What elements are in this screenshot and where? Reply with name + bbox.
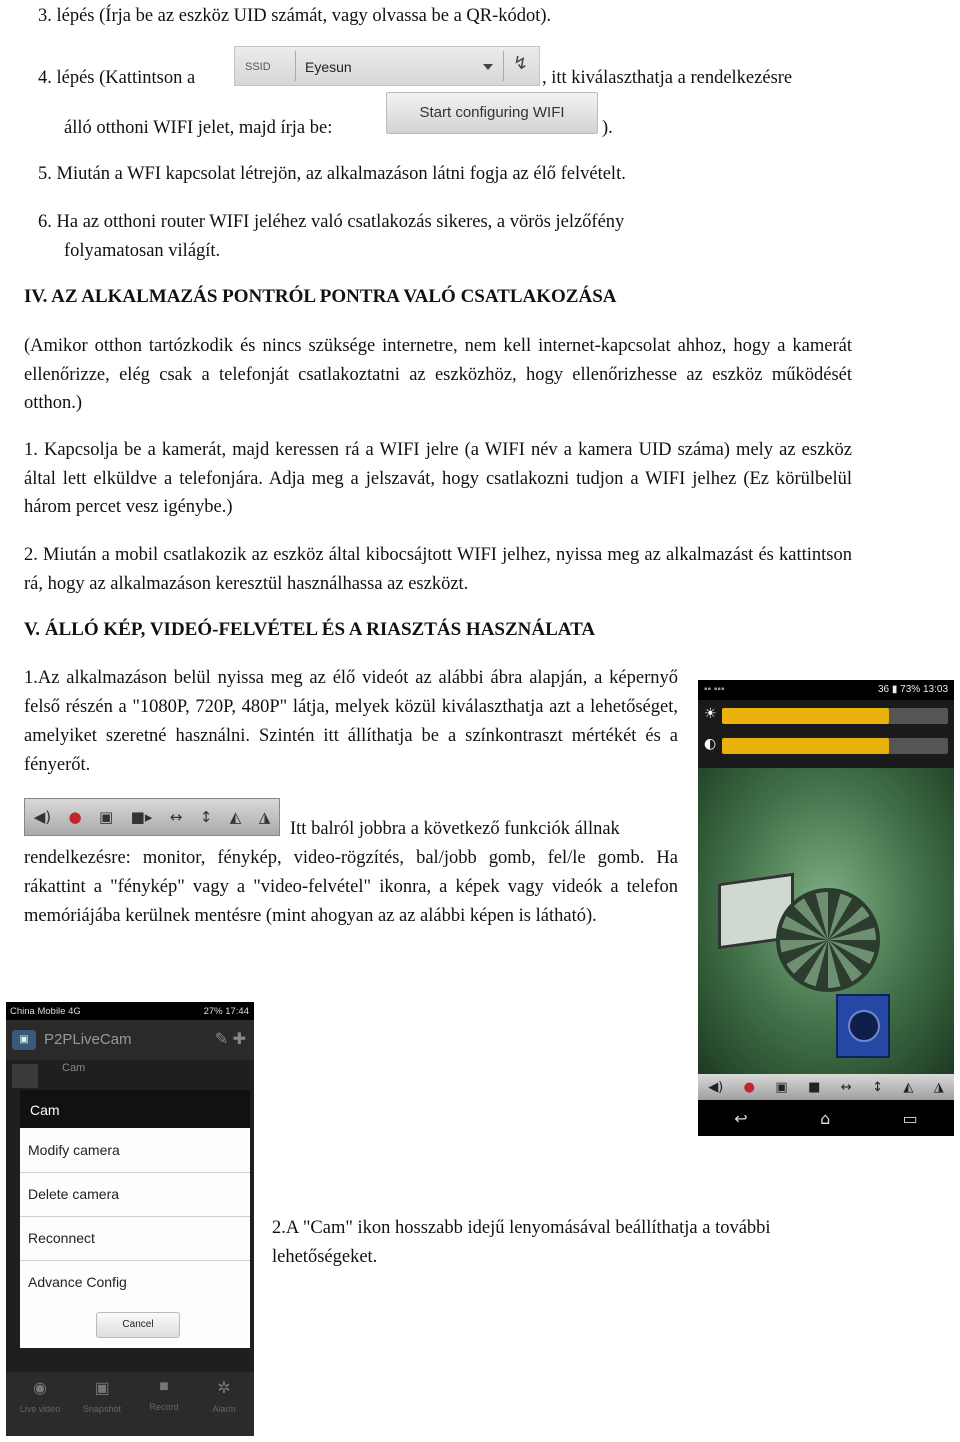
up-down-icon: ↕ xyxy=(199,808,213,826)
ssid-value: Eyesun xyxy=(305,59,352,75)
android-nav-bar xyxy=(698,1100,954,1136)
step-4-b: , itt kiválaszthatja a rendelkezésre xyxy=(542,68,793,88)
section-4-heading: IV. AZ ALKALMAZÁS PONTRÓL PONTRA VALÓ CSATLAKOZÁSA xyxy=(24,286,617,307)
snapshot-icon: ▣ xyxy=(94,1380,110,1397)
speaker-icon: ◀) xyxy=(708,1079,724,1095)
section-5-heading: V. ÁLLÓ KÉP, VIDEÓ-FELVÉTEL ÉS A RIASZTÁS HASZNÁLATA xyxy=(24,619,596,640)
bottom-tabs xyxy=(6,1372,254,1436)
app-logo-icon: ▣ xyxy=(12,1030,36,1050)
status-left: China Mobile 4G xyxy=(10,1006,81,1017)
mirror-icon: ◮ xyxy=(933,1079,944,1095)
section-5-p2-first: Itt balról jobbra a következő funkciók állnak xyxy=(290,819,620,839)
step-4-d: ). xyxy=(602,118,613,138)
record-icon: ■ xyxy=(159,1378,169,1395)
refresh-icon: ↯ xyxy=(513,53,529,73)
menu-item-advance-config: Advance Config xyxy=(28,1274,127,1290)
section-4-intro: (Amikor otthon tartózkodik és nincs szüksége internetre, nem kell internet-kapcsolat ahhoz, hogy a kamerát ellenőrizze, elég csak a telefonját csatlakoztatni az eszközhöz, hogy ellenőrizhesse az eszköz működését otthon.) xyxy=(24,336,852,413)
record-icon: ■ xyxy=(808,1079,821,1095)
menu-header xyxy=(20,1090,250,1128)
video-frame xyxy=(698,768,954,1074)
home-icon: ⌂ xyxy=(820,1108,831,1128)
menu-item-reconnect: Reconnect xyxy=(28,1230,95,1246)
status-right: 27% 17:44 xyxy=(203,1006,249,1017)
tab-live-video: ◉ Live video xyxy=(10,1378,70,1414)
camera-icon: ▣ xyxy=(775,1079,788,1095)
status-right: 36 ▮ 73% 13:03 xyxy=(878,684,948,695)
ssid-selector-image xyxy=(234,46,540,86)
section-4-p1: 1. Kapcsolja be a kamerát, majd keressen rá a WIFI jelre (a WIFI név a kamera UID száma) mely az eszköz által lett elküldve a telefonjára. Adja meg a jelszavát, hogy csatlakozni tudjon a WIFI jelhez (Ez körülbelül három percet vesz igénybe.) xyxy=(24,440,852,517)
step-4-a: 4. lépés (Kattintson a xyxy=(38,68,196,88)
camera-thumbnail xyxy=(12,1064,38,1088)
app-menu-screenshot xyxy=(6,1002,254,1436)
menu-item-delete: Delete camera xyxy=(28,1186,120,1202)
up-down-icon: ↕ xyxy=(872,1079,883,1095)
record-icon: ■▸ xyxy=(130,808,153,826)
menu-title: Cam xyxy=(30,1102,60,1118)
app-tools-icon: ✎ ✚ xyxy=(214,1031,246,1048)
ssid-label: SSID xyxy=(245,61,271,73)
section-5-p1: 1.Az alkalmazáson belül nyissa meg az élő videót az alábbi ábra alapján, a képernyő felső részén a "1080P, 720P, 480P" látja, melyek közül kiválaszthatja azt a lehetőséget, amelyiket szeretné használni. Szintén itt állíthatja be a színkontraszt mértékét és a fényerőt. xyxy=(24,668,678,775)
status-bar xyxy=(698,680,954,700)
microphone-icon: ● xyxy=(743,1079,755,1095)
tab-snapshot: ▣ Snapshot xyxy=(72,1378,132,1414)
dropdown-arrow-icon xyxy=(483,64,493,70)
camera-icon: ▣ xyxy=(99,808,114,826)
flip-icon: ◭ xyxy=(903,1079,914,1095)
status-left: ▪▪ ▪▪▪ xyxy=(704,684,725,695)
speaker-icon: ◀) xyxy=(33,808,52,826)
section-5-p3: 2.A "Cam" ikon hosszabb idejű lenyomásával beállíthatja a további lehetőségeket. xyxy=(272,1218,771,1267)
left-right-icon: ↔ xyxy=(169,808,183,826)
status-bar xyxy=(6,1002,254,1020)
contrast-icon: ◐ xyxy=(704,736,717,752)
step-6-b: folyamatosan világít. xyxy=(64,241,221,261)
menu-item-modify: Modify camera xyxy=(28,1142,120,1158)
section-5-p2-rest: rendelkezésre: monitor, fénykép, video-rögzítés, bal/jobb gomb, fel/le gomb. Ha rákattint a "fénykép" vagy a "video-felvétel" ikonra, a képek vagy videók a telefon memóriájába kerülnek mentésre (mint ahogyan az az alábbi képen is látható). xyxy=(24,848,678,926)
tab-alarm: ✲ Alarm xyxy=(194,1378,254,1414)
live-video-icon: ◉ xyxy=(33,1380,47,1397)
context-menu xyxy=(20,1090,250,1348)
recents-icon: ▭ xyxy=(902,1108,918,1128)
microphone-icon: ● xyxy=(68,808,82,826)
brightness-slider xyxy=(722,708,948,724)
toolbar-image xyxy=(24,798,280,836)
app-bar xyxy=(6,1020,254,1060)
mirror-icon: ◮ xyxy=(258,808,271,826)
fan-object xyxy=(776,888,880,992)
flip-icon: ◭ xyxy=(229,808,242,826)
left-right-icon: ↔ xyxy=(840,1079,852,1095)
step-5: 5. Miután a WFI kapcsolat létrejön, az alkalmazáson látni fogja az élő felvételt. xyxy=(38,164,626,184)
back-icon: ↩ xyxy=(734,1108,748,1128)
brightness-icon: ☀ xyxy=(704,706,717,722)
video-toolbar xyxy=(698,1074,954,1100)
tab-record: ■ Record xyxy=(134,1378,194,1412)
step-3: 3. lépés (Írja be az eszköz UID számát, vagy olvassa be a QR-kódot). xyxy=(38,6,552,26)
app-title: P2PLiveCam xyxy=(44,1031,132,1048)
cancel-button: Cancel xyxy=(96,1312,180,1338)
step-4-c: álló otthoni WIFI jelet, majd írja be: xyxy=(64,118,333,138)
step-6-a: 6. Ha az otthoni router WIFI jeléhez való csatlakozás sikeres, a vörös jelzőfény xyxy=(38,212,625,232)
image-controls xyxy=(698,700,954,768)
contrast-slider xyxy=(722,738,948,754)
camera-name: Cam xyxy=(62,1062,86,1074)
speaker-object xyxy=(836,994,890,1058)
live-video-screenshot xyxy=(698,680,954,1136)
section-4-p2: 2. Miután a mobil csatlakozik az eszköz által kibocsájtott WIFI jelhez, nyissa meg az alkalmazást és kattintson rá, hogy az alkalmazáson keresztül használhassa az eszközt. xyxy=(24,545,852,594)
camera-row xyxy=(6,1060,254,1092)
start-configuring-wifi-image: Start configuring WIFI xyxy=(386,92,598,134)
alarm-icon: ✲ xyxy=(217,1380,231,1397)
